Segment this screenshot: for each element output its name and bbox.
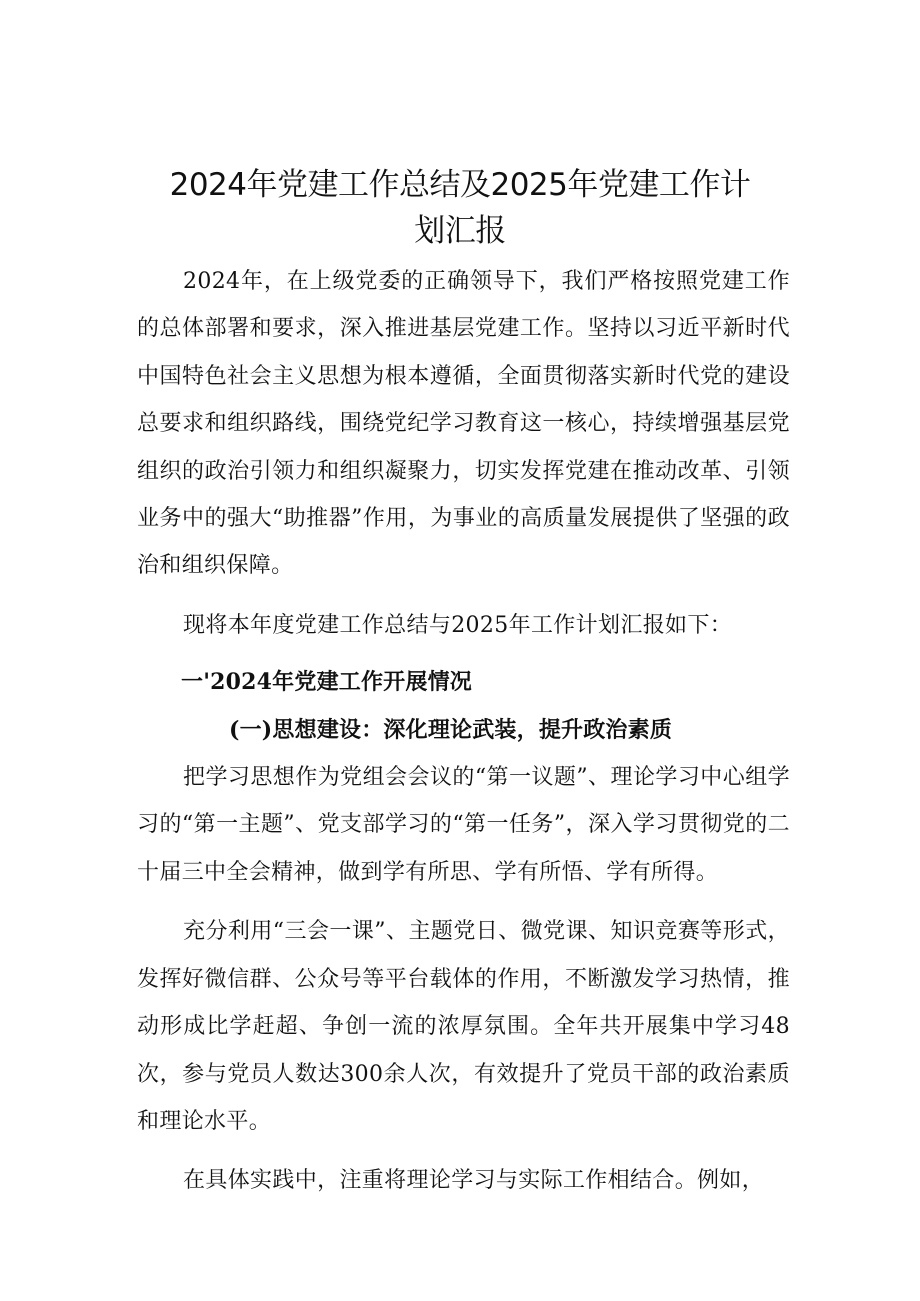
subsection-heading: (一)思想建设：深化理论武装，提升政治素质: [229, 716, 673, 743]
intro-paragraph: 2024年，在上级党委的正确领导下，我们严格按照党建工作的总体部署和要求，深入推进基层党建工作。坚持以习近平新时代中国特色社会主义思想为根本遵循，全面贯彻落实新时代党的建设总要求和组织路线，围绕党纪学习教育这一核心，持续增强基层党组织的政治引领力和组织凝聚力，切实发挥党建在推动改革、引领业务中的强大“助推器”作用，为事业的高质量发展提供了坚强的政治和组织保障。: [137, 269, 790, 579]
body-paragraph: 把学习思想作为党组会会议的“第一议题”、理论学习中心组学习的“第一主题”、党支部学习的“第一任务”，深入学习贯彻党的二十届三中全会精神，做到学有所思、学有所悟、学有所得。: [137, 765, 790, 885]
summary-paragraph: 现将本年度党建工作总结与2025年工作计划汇报如下：: [183, 612, 733, 638]
document-title: [120, 162, 800, 254]
body-paragraph: 充分利用“三会一课”、主题党日、微党课、知识竞赛等形式，发挥好微信群、公众号等平台载体的作用，不断激发学习热情，推动形成比学赶超、争创一流的浓厚氛围。全年共开展集中学习48次，参与党员人数达300余人次，有效提升了党员干部的政治素质和理论水平。: [137, 919, 790, 1134]
title-line-1: 2024年党建工作总结及2025年党建工作计: [169, 167, 751, 203]
title-line-2: 划汇报: [414, 213, 506, 249]
document-body: [137, 258, 790, 1205]
body-paragraph: 在具体实践中，注重将理论学习与实际工作相结合。例如，: [183, 1168, 765, 1194]
section-heading: 一'2024年党建工作开展情况: [181, 669, 472, 696]
